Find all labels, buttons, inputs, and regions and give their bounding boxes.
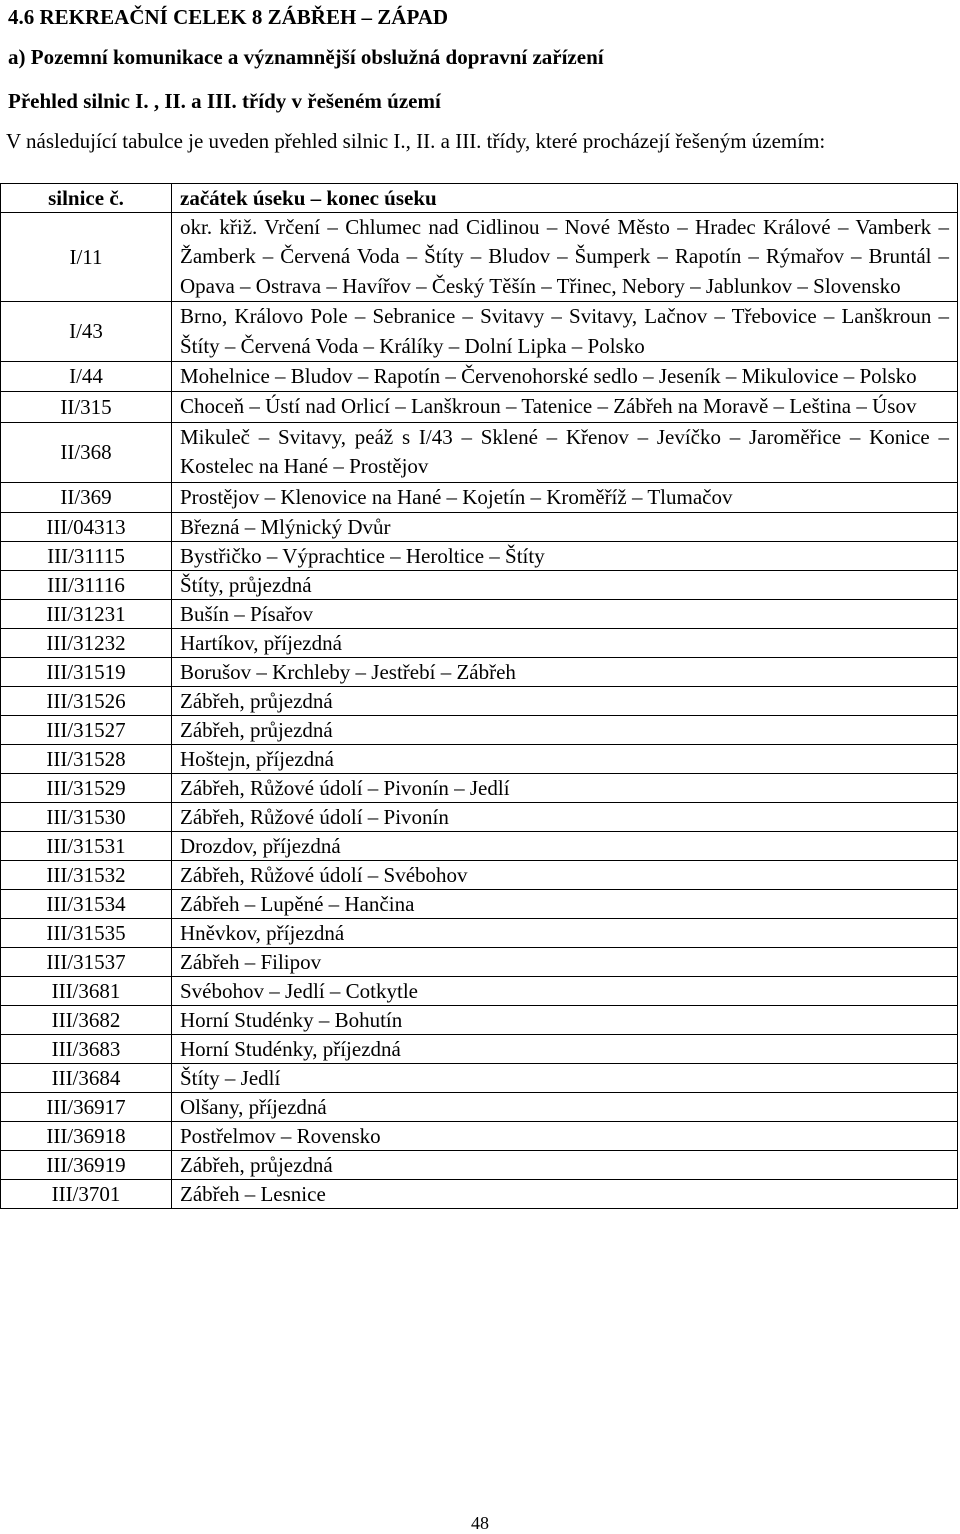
route-cell: Hoštejn, příjezdná	[172, 745, 958, 774]
column-header-road-number: silnice č.	[1, 184, 172, 213]
table-header-row	[1, 184, 958, 213]
table-row	[1, 1064, 958, 1093]
table-row	[1, 362, 958, 392]
table-row	[1, 861, 958, 890]
table-row	[1, 919, 958, 948]
road-number-cell: III/31519	[1, 658, 172, 687]
route-cell: Hartíkov, příjezdná	[172, 629, 958, 658]
road-number-cell: II/315	[1, 392, 172, 422]
table-row	[1, 482, 958, 512]
table-row	[1, 422, 958, 482]
table-row	[1, 658, 958, 687]
road-number-cell: III/31528	[1, 745, 172, 774]
table-row	[1, 832, 958, 861]
intro-paragraph: V následující tabulce je uveden přehled silnic I., II. a III. třídy, které procházejí řešeným územím:	[6, 129, 826, 153]
table-row	[1, 948, 958, 977]
column-header-route: začátek úseku – konec úseku	[172, 184, 958, 213]
overview-heading: Přehled silnic I. , II. a III. třídy v řešeném území	[8, 89, 441, 113]
road-number-cell: III/31115	[1, 542, 172, 571]
section-heading: 4.6 REKREAČNÍ CELEK 8 ZÁBŘEH – ZÁPAD	[8, 5, 449, 29]
route-cell: Březná – Mlýnický Dvůr	[172, 513, 958, 542]
route-cell: Svébohov – Jedlí – Cotkytle	[172, 977, 958, 1006]
road-number-cell: III/36917	[1, 1093, 172, 1122]
road-number-cell: III/31532	[1, 861, 172, 890]
table-row	[1, 571, 958, 600]
route-cell: Choceň – Ústí nad Orlicí – Lanškroun – Tatenice – Zábřeh na Moravě – Leština – Úsov	[172, 392, 958, 422]
table-row	[1, 803, 958, 832]
route-cell: Hněvkov, příjezdná	[172, 919, 958, 948]
route-cell: Bystřičko – Výprachtice – Heroltice – Štíty	[172, 542, 958, 571]
road-number-cell: III/31529	[1, 774, 172, 803]
route-cell: Postřelmov – Rovensko	[172, 1122, 958, 1151]
table-row	[1, 745, 958, 774]
table-row	[1, 890, 958, 919]
table-row	[1, 1180, 958, 1209]
table-row	[1, 600, 958, 629]
road-number-cell: III/31526	[1, 687, 172, 716]
road-number-cell: III/3684	[1, 1064, 172, 1093]
route-cell: Mikuleč – Svitavy, peáž s I/43 – Sklené – Křenov – Jevíčko – Jaroměřice – Konice – Kostelec na Hané – Prostějov	[172, 422, 958, 482]
route-cell: Štíty, průjezdná	[172, 571, 958, 600]
table-row	[1, 1151, 958, 1180]
table-row	[1, 629, 958, 658]
road-number-cell: III/31231	[1, 600, 172, 629]
table-row	[1, 1035, 958, 1064]
road-number-cell: III/3682	[1, 1006, 172, 1035]
road-number-cell: III/36919	[1, 1151, 172, 1180]
route-cell: Olšany, příjezdná	[172, 1093, 958, 1122]
road-number-cell: III/31530	[1, 803, 172, 832]
road-number-cell: III/31232	[1, 629, 172, 658]
route-cell: Horní Studénky – Bohutín	[172, 1006, 958, 1035]
road-number-cell: III/31537	[1, 948, 172, 977]
route-cell: Bušín – Písařov	[172, 600, 958, 629]
route-cell: Borušov – Krchleby – Jestřebí – Zábřeh	[172, 658, 958, 687]
route-cell: Zábřeh, průjezdná	[172, 687, 958, 716]
table-row	[1, 977, 958, 1006]
table-row	[1, 392, 958, 422]
table-row	[1, 1093, 958, 1122]
route-cell: Horní Studénky, příjezdná	[172, 1035, 958, 1064]
table-row	[1, 716, 958, 745]
road-number-cell: III/31116	[1, 571, 172, 600]
road-number-cell: III/3701	[1, 1180, 172, 1209]
road-number-cell: III/31535	[1, 919, 172, 948]
road-number-cell: II/369	[1, 482, 172, 512]
route-cell: Mohelnice – Bludov – Rapotín – Červenohorské sedlo – Jeseník – Mikulovice – Polsko	[172, 362, 958, 392]
table-row	[1, 542, 958, 571]
route-cell: Drozdov, příjezdná	[172, 832, 958, 861]
route-cell: Zábřeh, průjezdná	[172, 716, 958, 745]
table-row	[1, 1006, 958, 1035]
page-number: 48	[471, 1513, 489, 1533]
roads-table	[0, 183, 958, 1209]
route-cell: Zábřeh – Filipov	[172, 948, 958, 977]
subsection-heading: a) Pozemní komunikace a významnější obslužná dopravní zařízení	[8, 45, 604, 69]
road-number-cell: II/368	[1, 422, 172, 482]
road-number-cell: III/31531	[1, 832, 172, 861]
road-number-cell: III/04313	[1, 513, 172, 542]
road-number-cell: III/31527	[1, 716, 172, 745]
route-cell: Zábřeh – Lupěné – Hančina	[172, 890, 958, 919]
road-number-cell: III/3681	[1, 977, 172, 1006]
route-cell: okr. křiž. Vrčení – Chlumec nad Cidlinou – Nové Město – Hradec Králové – Vamberk – Žamberk – Červená Voda – Štíty – Bludov – Šumperk – Rapotín – Rýmařov – Bruntál – Opava – Ostrava – Havířov – Český Těšín – Třinec, Nebory – Jablunkov – Slovensko	[172, 213, 958, 302]
table-row	[1, 213, 958, 302]
road-number-cell: III/36918	[1, 1122, 172, 1151]
route-cell: Zábřeh, Růžové údolí – Pivonín – Jedlí	[172, 774, 958, 803]
table-row	[1, 687, 958, 716]
road-number-cell: I/44	[1, 362, 172, 392]
route-cell: Zábřeh – Lesnice	[172, 1180, 958, 1209]
road-number-cell: I/43	[1, 302, 172, 362]
route-cell: Štíty – Jedlí	[172, 1064, 958, 1093]
route-cell: Zábřeh, průjezdná	[172, 1151, 958, 1180]
road-number-cell: I/11	[1, 213, 172, 302]
route-cell: Prostějov – Klenovice na Hané – Kojetín – Kroměříž – Tlumačov	[172, 482, 958, 512]
table-row	[1, 1122, 958, 1151]
route-cell: Zábřeh, Růžové údolí – Pivonín	[172, 803, 958, 832]
table-row	[1, 774, 958, 803]
table-row	[1, 302, 958, 362]
route-cell: Brno, Královo Pole – Sebranice – Svitavy – Svitavy, Lačnov – Třebovice – Lanškroun – Štíty – Červená Voda – Králíky – Dolní Lipka – Polsko	[172, 302, 958, 362]
route-cell: Zábřeh, Růžové údolí – Svébohov	[172, 861, 958, 890]
road-number-cell: III/31534	[1, 890, 172, 919]
table-row	[1, 513, 958, 542]
roads-table-body	[1, 184, 958, 1209]
road-number-cell: III/3683	[1, 1035, 172, 1064]
